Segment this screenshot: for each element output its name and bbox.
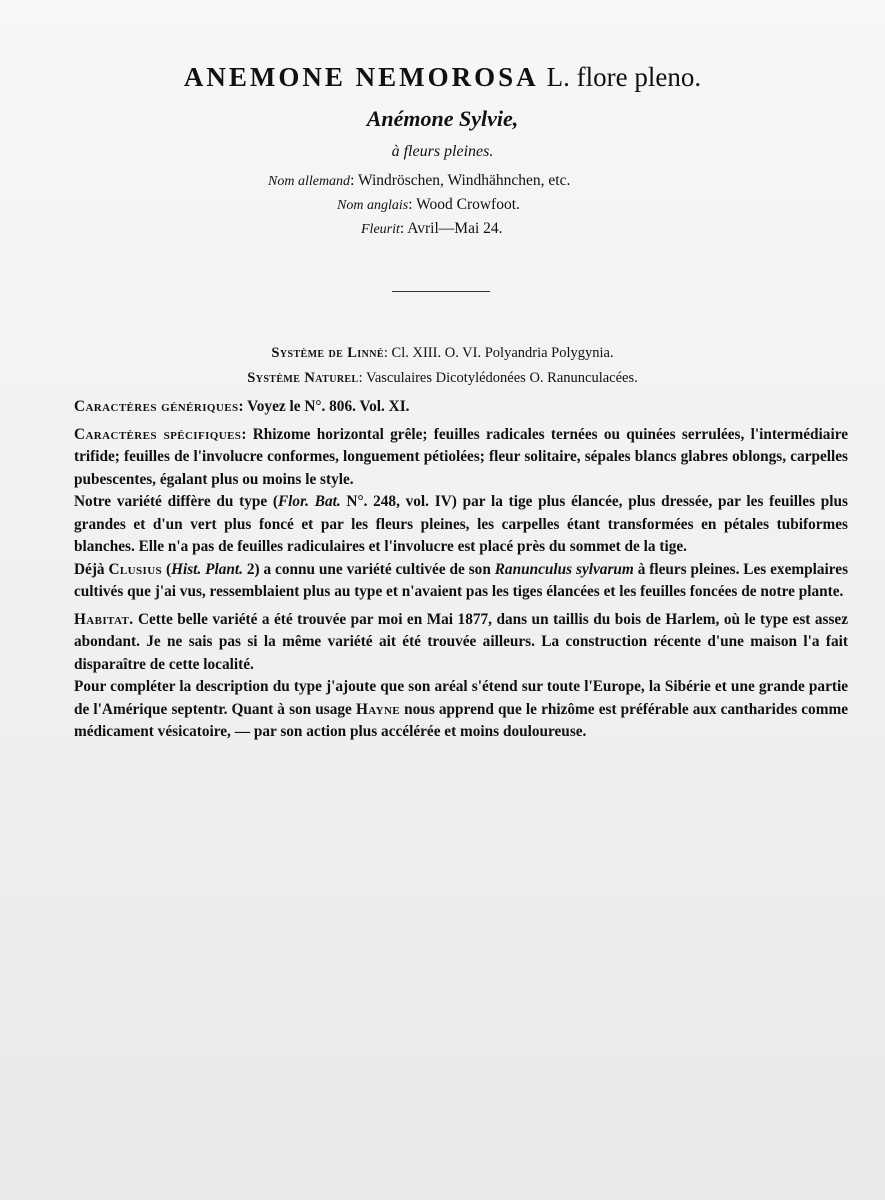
text-run: nous apprend que le rhizôme est préférable aux cantharides comme médicament vésicatoire, — par son action plus accélérée et moins douloureuse. [74, 700, 848, 740]
linne-label: Système de Linné [271, 345, 384, 361]
paragraph-clusius [74, 559, 848, 604]
generic-value: : Voyez le N°. 806. Vol. XI. [238, 398, 410, 415]
text-run: Pour compléter la description du type j'ajoute que son aréal s'étend sur toute l'Europe, la Sibérie et une grande partie de l'Amérique septentr. Quant à son usage [74, 678, 848, 718]
text-run: 2) a connu une variété cultivée de son [242, 560, 495, 578]
text-run: Notre variété diffère du type ( [74, 493, 278, 510]
bloom-line [361, 220, 503, 238]
english-name-line [337, 196, 520, 214]
specific-label: Caractères spécifiques [74, 425, 242, 443]
english-name-label: Nom anglais [337, 198, 409, 213]
german-name-value: : Windröschen, Windhähnchen, etc. [350, 172, 571, 189]
text-run: Déjà [74, 560, 109, 578]
generic-characters [74, 396, 848, 419]
text-run: N°. 248, vol. IV) par la tige plus élancée, plus dressée, par les feuilles plus grandes et d'un vert plus foncé et par les fleurs pleines, les carpelles étant transformées en pétales tubiformes blanches. Elle n'a pas de feuilles radiculaires et l'involucre est placé près du sommet de la tige. [74, 493, 848, 555]
reference-flora: Flor. Bat. [277, 493, 341, 510]
author-clusius: Clusius [108, 560, 163, 578]
paragraph-variety [74, 491, 848, 559]
linne-value: : Cl. XIII. O. VI. Polyandria Polygynia. [383, 345, 614, 361]
generic-label: Caractères génériques [74, 398, 239, 415]
page-title [0, 62, 885, 93]
linne-system-line [0, 345, 885, 362]
bloom-value: : Avril—Mai 24. [399, 220, 503, 237]
species-name: Ranunculus sylvarum [494, 560, 634, 578]
german-name-label: Nom allemand [268, 174, 351, 189]
paragraph-habitat [74, 609, 848, 677]
natural-label: Système Naturel [247, 370, 359, 386]
text-run: ( [162, 560, 172, 578]
bloom-label: Fleurit [361, 222, 400, 237]
description-body [74, 396, 848, 744]
habitat-label: Habitat. [74, 610, 134, 628]
reference-historia: Hist. Plant. [171, 560, 243, 578]
title-scientific-name: ANEMONE NEMOROSA [183, 62, 539, 92]
german-name-line [268, 172, 570, 190]
title-variety: L. flore pleno. [546, 62, 702, 92]
natural-value: : Vasculaires Dicotylédonées O. Ranunculacées. [358, 370, 638, 386]
habitat-value: Cette belle variété a été trouvée par moi en Mai 1877, dans un taillis du bois de Harlem, où le type est assez abondant. Je ne sais pas si la même variété ait été trouvée ailleurs. La construction récente d'une maison l'a fait disparaître de cette localité. [74, 610, 848, 673]
variety-subtitle: à fleurs pleines. [391, 143, 494, 160]
author-hayne: Hayne [355, 700, 401, 718]
common-name: Anémone Sylvie, [366, 106, 519, 131]
specific-characters [74, 424, 848, 492]
natural-system-line [0, 370, 885, 387]
specific-value: : Rhizome horizontal grêle; feuilles radicales ternées ou quinées serrulées, l'intermédiaire trifide; feuilles de l'involucre conformes, longuement pétiolées; fleur solitaire, sépales blancs glabres oblongs, carpelles pubescentes, égalant plus ou moins le style. [74, 425, 848, 488]
paragraph-usage [74, 676, 848, 744]
text-run: à fleurs pleines. Les exemplaires cultivés que j'ai vus, ressemblaient plus au type et n'avaient pas les tiges élancées et les feuilles foncées de notre plante. [74, 560, 849, 600]
divider-rule [392, 291, 490, 292]
english-name-value: : Wood Crowfoot. [408, 196, 520, 213]
